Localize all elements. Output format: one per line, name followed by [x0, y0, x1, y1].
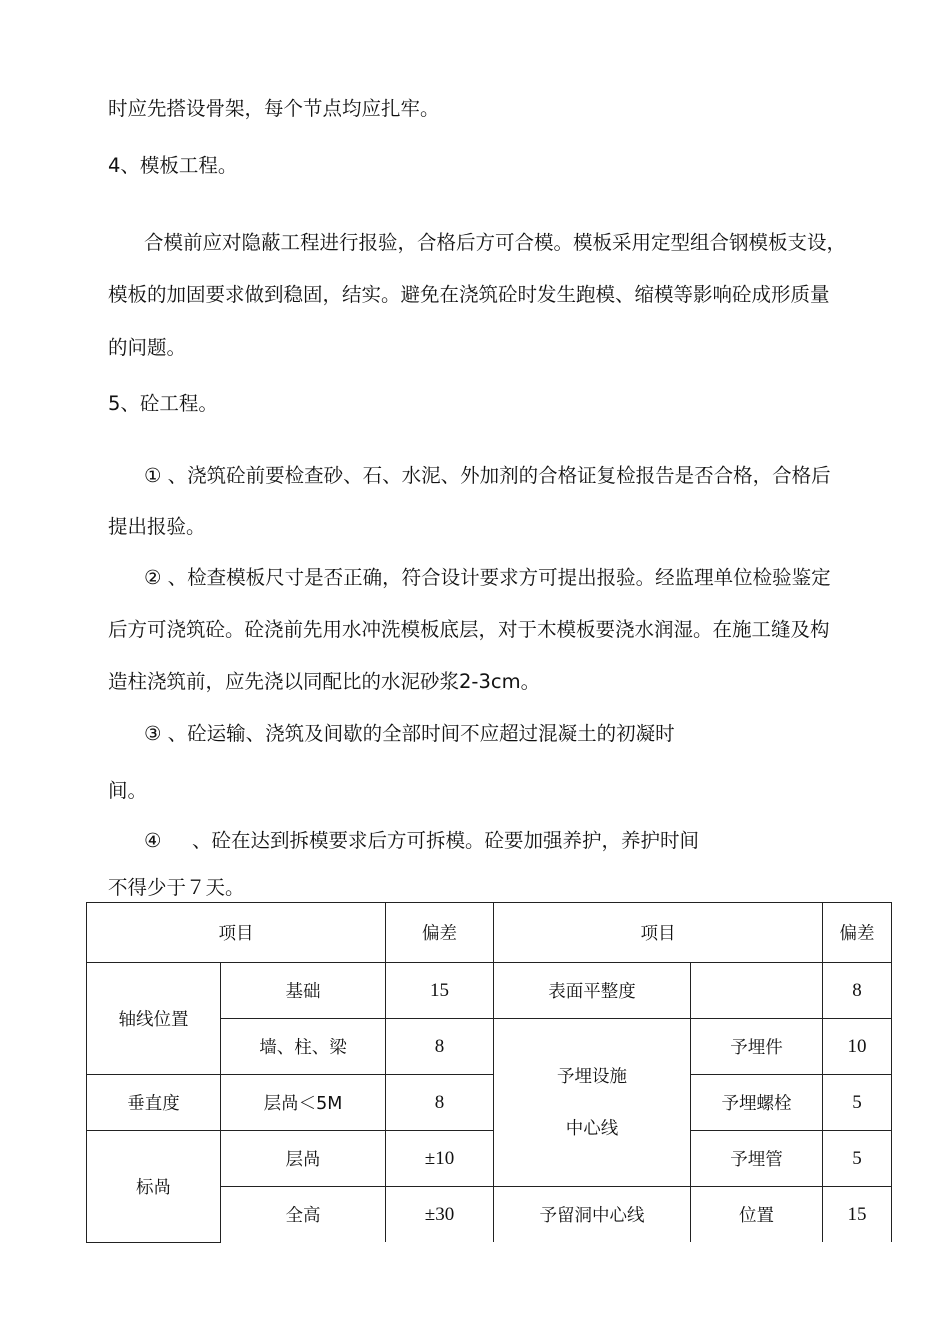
cell-right-value: 5	[823, 1131, 892, 1187]
list-item-line: 间。	[108, 779, 148, 802]
cell-right-sub	[691, 963, 823, 1019]
header-deviation-left: 偏差	[386, 903, 494, 963]
cell-sub-item: 基础	[221, 963, 386, 1019]
cell-value: 15	[386, 963, 494, 1019]
deviation-table	[86, 902, 892, 1243]
table-row	[87, 1075, 892, 1131]
table-row	[87, 1131, 892, 1187]
cell-value: ±10	[386, 1131, 494, 1187]
group-axis-position: 轴线位置	[87, 963, 221, 1075]
embed-group-line-1: 予埋设施	[557, 1066, 627, 1087]
embed-group-line-2: 中心线	[565, 1118, 619, 1139]
group-embedded-center-line	[494, 1019, 691, 1187]
cell-right-sub: 位置	[691, 1187, 823, 1243]
header-item-right: 项目	[494, 903, 823, 963]
paragraph-line: 合模前应对隐蔽工程进行报验，合格后方可合模。模板采用定型组合钢模板支设，	[144, 231, 847, 254]
cell-sub-item: 全高	[221, 1187, 386, 1243]
cell-value: 8	[386, 1075, 494, 1131]
cell-right-item: 表面平整度	[494, 963, 691, 1019]
cell-sub-item: 层咼	[221, 1131, 386, 1187]
list-item-line: ③ 、砼运输、浇筑及间歇的全部时间不应超过混凝土的初凝时	[144, 722, 675, 745]
cell-sub-item: 墙、柱、梁	[221, 1019, 386, 1075]
table-row	[87, 963, 892, 1019]
list-item-line: 造柱浇筑前，应先浇以同配比的水泥砂浆2-3cm。	[108, 670, 541, 693]
list-item-line: 后方可浇筑砼。砼浇前先用水冲洗模板底层，对于木模板要浇水润湿。在施工缝及构	[108, 618, 830, 641]
cell-value: 8	[386, 1019, 494, 1075]
paragraph-line: 时应先搭设骨架，每个节点均应扎牢。	[108, 97, 440, 120]
cell-right-sub: 予埋螺栓	[691, 1075, 823, 1131]
cell-right-value: 8	[823, 963, 892, 1019]
list-item-line: ① 、浇筑砼前要检查砂、石、水泥、外加剂的合格证复检报告是否合格，合格后	[144, 464, 831, 487]
cell-right-value: 15	[823, 1187, 892, 1243]
section-heading-concrete: 5、砼工程。	[108, 392, 218, 415]
list-item-number: ④	[144, 829, 162, 852]
paragraph-line: 的问题。	[108, 336, 187, 359]
cell-right-value: 10	[823, 1019, 892, 1075]
section-heading-formwork: 4、模板工程。	[108, 154, 238, 177]
cell-right-item: 予留洞中心线	[494, 1187, 691, 1243]
cell-right-sub: 予埋管	[691, 1131, 823, 1187]
cell-right-value: 5	[823, 1075, 892, 1131]
list-item-line: 提出报验。	[108, 515, 206, 538]
group-elevation: 标咼	[87, 1131, 221, 1243]
group-verticality: 垂直度	[87, 1075, 221, 1131]
table-header-row	[87, 903, 892, 963]
list-item-line: 、砼在达到拆模要求后方可拆模。砼要加强养护，养护时间	[192, 829, 700, 852]
cell-right-sub: 予埋件	[691, 1019, 823, 1075]
list-item-line: ② 、检查模板尺寸是否正确，符合设计要求方可提出报验。经监理单位检验鉴定	[144, 566, 831, 589]
paragraph-line: 模板的加固要求做到稳固，结实。避免在浇筑砼时发生跑模、缩模等影响砼成形质量	[108, 283, 830, 306]
cell-value: ±30	[386, 1187, 494, 1243]
header-deviation-right: 偏差	[823, 903, 892, 963]
cell-sub-item: 层咼＜5M	[221, 1075, 386, 1131]
list-item-line: 不得少于７天。	[108, 876, 245, 899]
header-item-left: 项目	[87, 903, 386, 963]
